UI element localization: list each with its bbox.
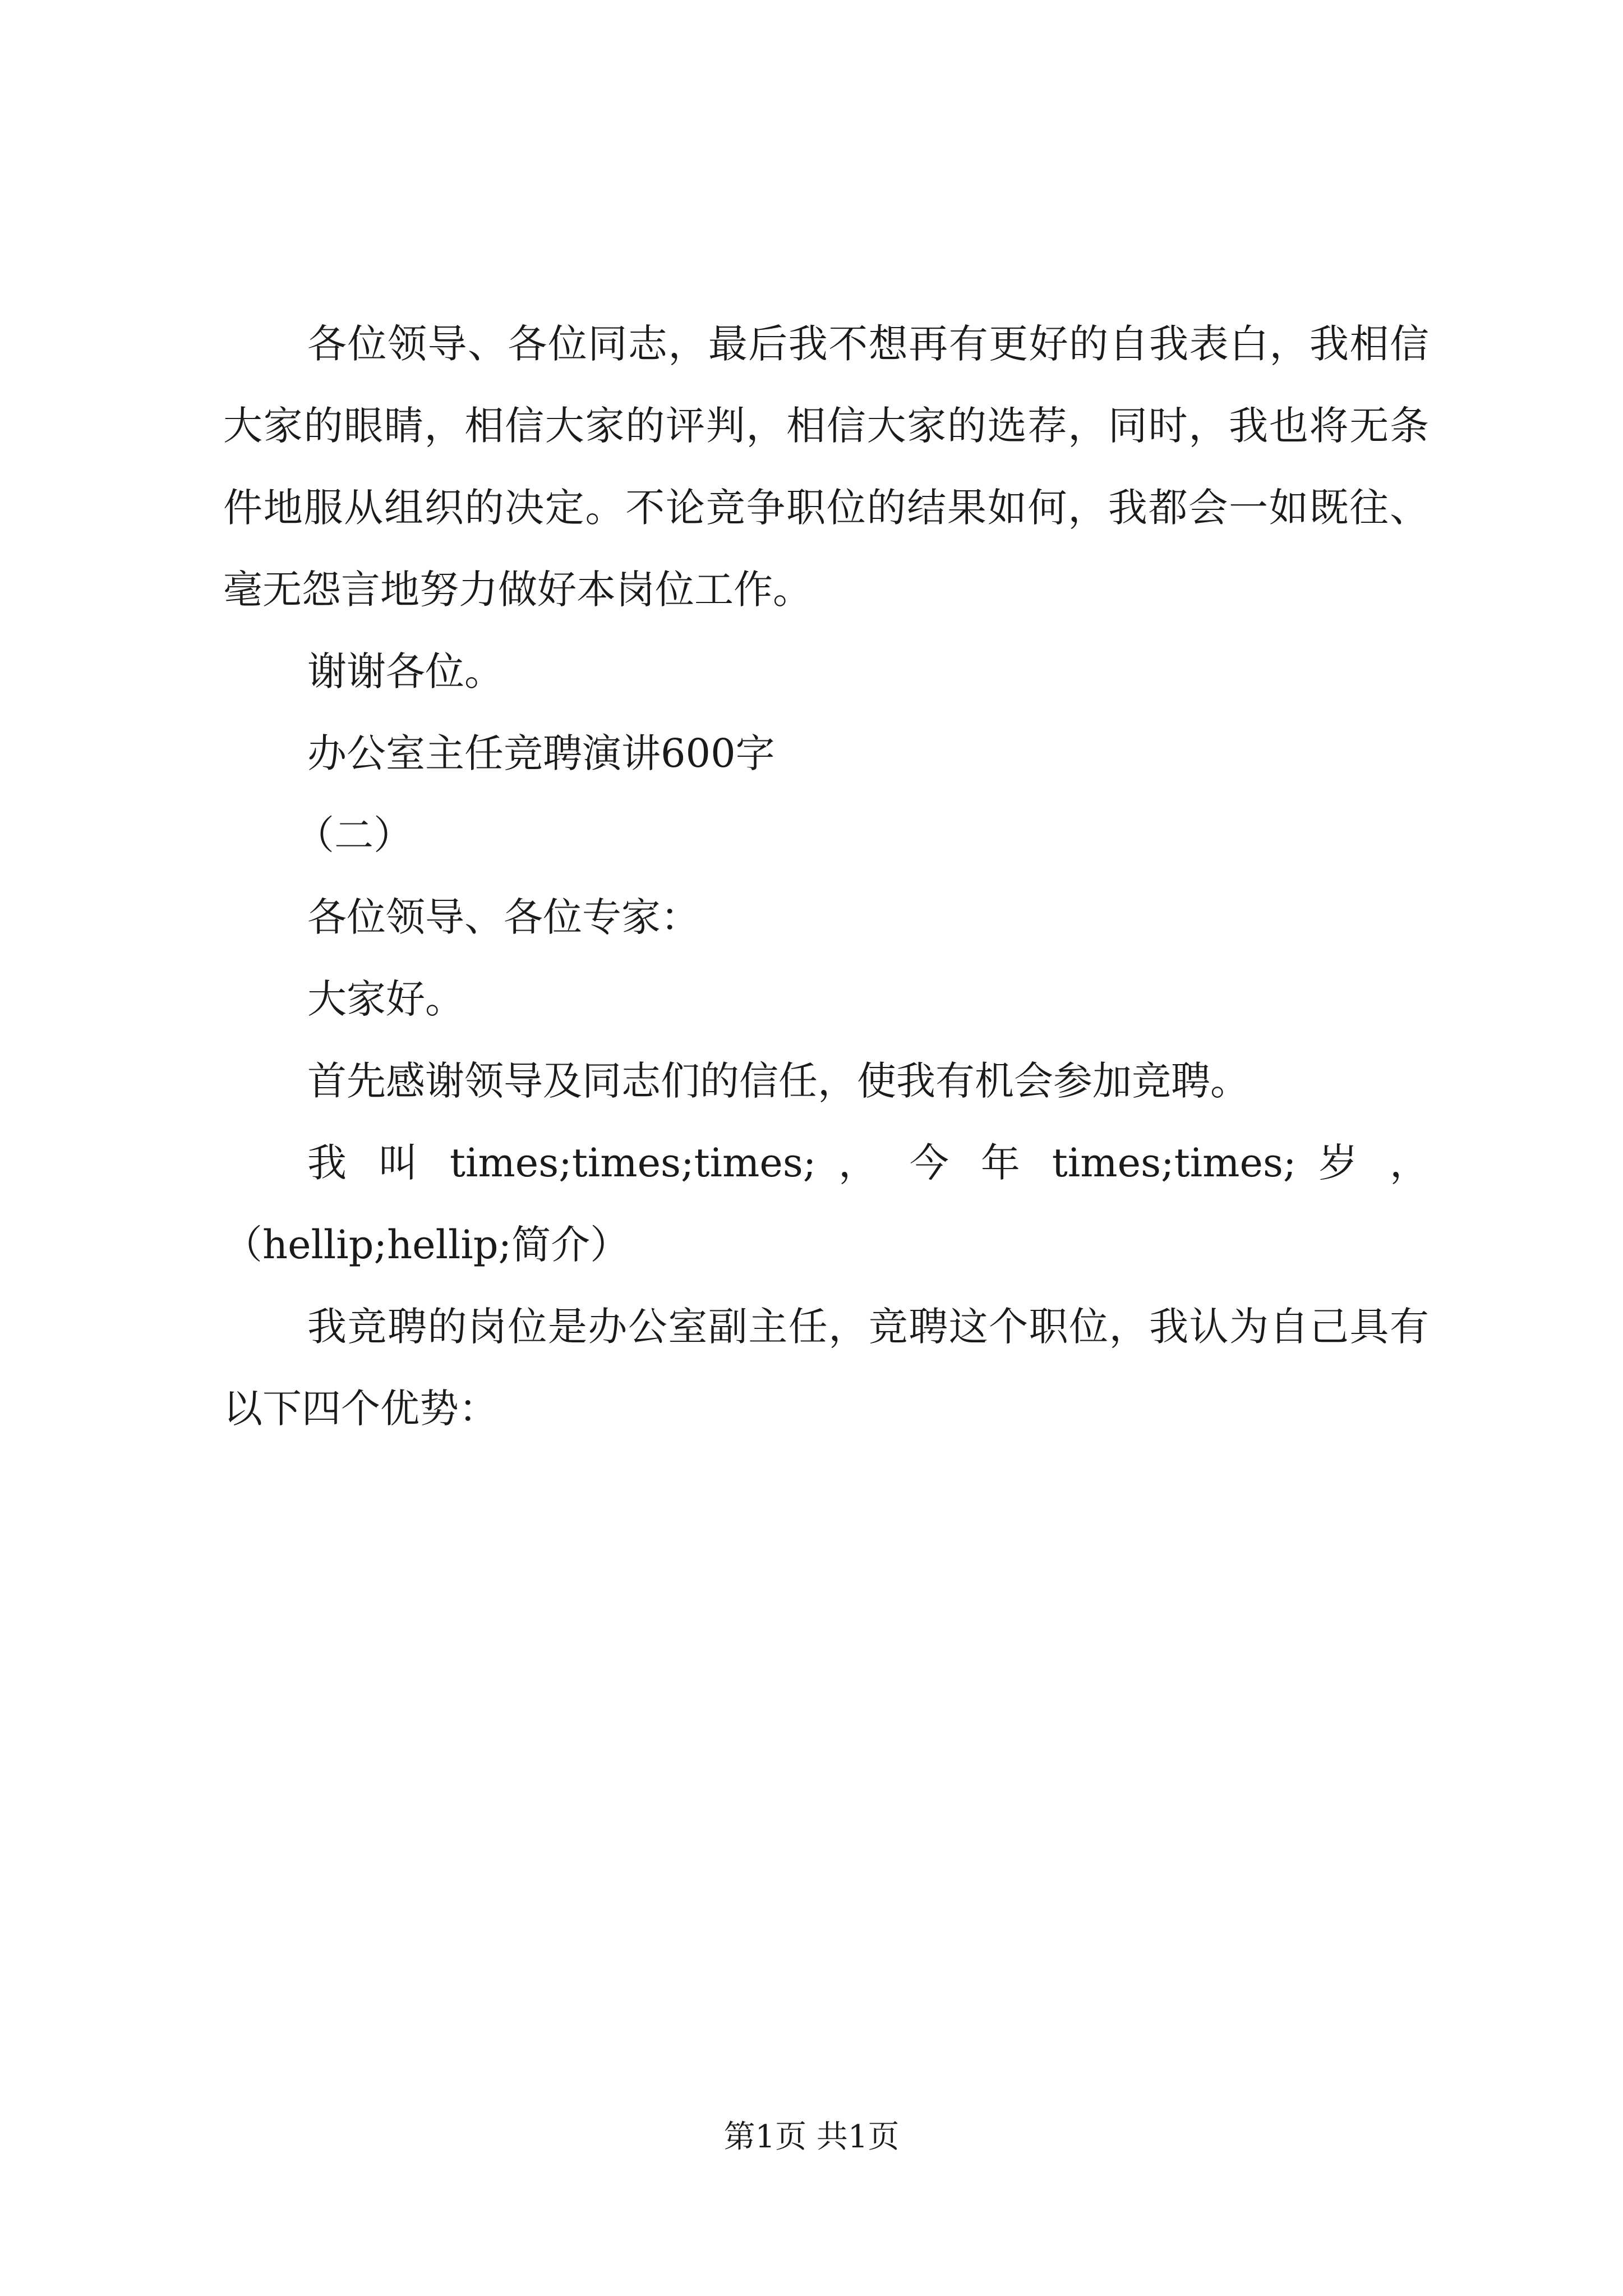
paragraph-self-intro-line2: （hellip;hellip;简介） (223, 1222, 630, 1268)
section-number: （二） (295, 812, 413, 858)
paragraph-closing-statement: 各位领导、各位同志，最后我不想再有更好的自我表白，我相信大家的眼睛，相信大家的评判，相信大家的选荐，同时，我也将无条件地服从组织的决定。不论竞争职位的结果如何，我都会一如既往、毫无怨言地努力做好本岗位工作。 (223, 321, 1429, 613)
page-footer: 第1页 共1页 (723, 2119, 900, 2155)
paragraph-thanks: 谢谢各位。 (307, 648, 504, 694)
paragraph-gratitude: 首先感谢领导及同志们的信任，使我有机会参加竞聘。 (307, 1058, 1249, 1104)
document-body (223, 303, 1429, 1450)
section-title: 办公室主任竞聘演讲600字 (307, 730, 775, 776)
paragraph-position-advantages: 我竞聘的岗位是办公室副主任，竞聘这个职位，我认为自己具有以下四个优势： (223, 1304, 1429, 1432)
paragraph-salutation: 各位领导、各位专家： (307, 894, 700, 940)
paragraph-self-intro-line1: 我 叫 times;times;times; ， 今 年 times;times; 岁 ， (307, 1140, 1429, 1186)
paragraph-greeting: 大家好。 (307, 976, 464, 1022)
